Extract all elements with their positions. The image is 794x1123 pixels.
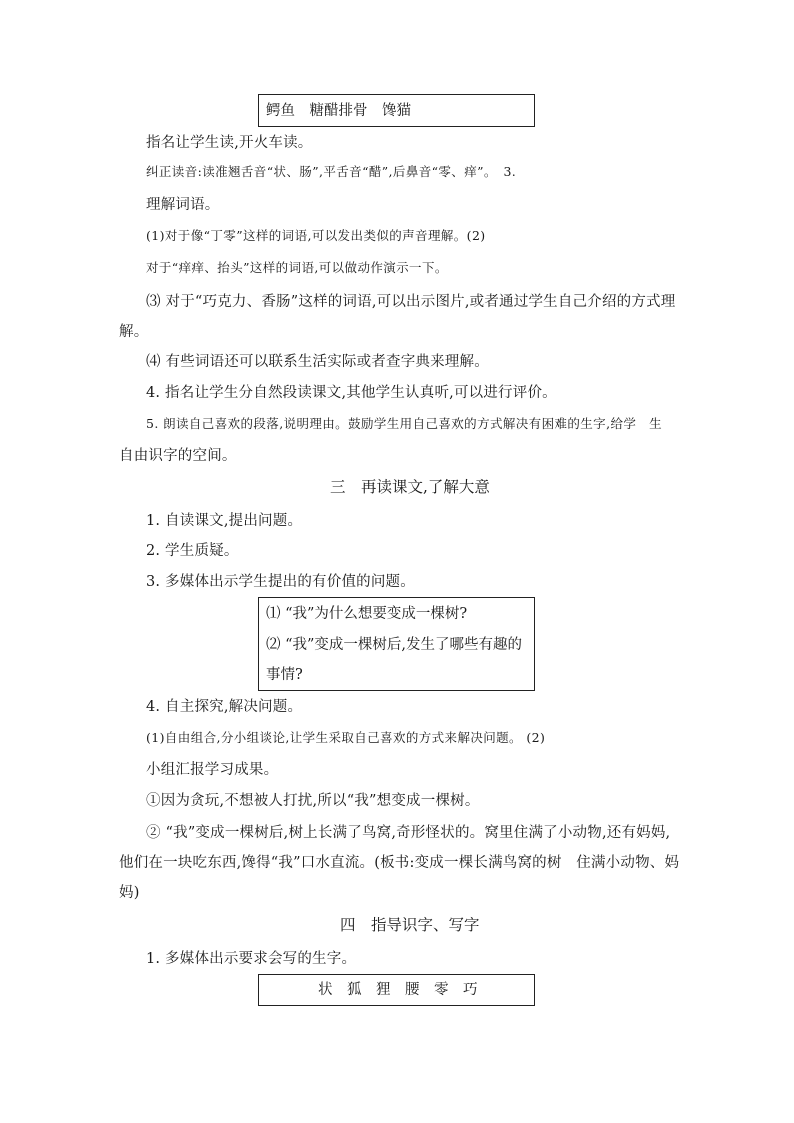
text-line: 指名让学生读,开火车读。: [146, 135, 313, 151]
text-line: 4. 指名让学生分自然段读课文,其他学生认真听,可以进行评价。: [146, 385, 557, 401]
section-heading: 三 再读课文,了解大意: [330, 478, 490, 496]
text-line: 妈): [119, 885, 140, 901]
text-line: 1. 多媒体出示要求会写的生字。: [146, 951, 357, 967]
text-line: ⑷ 有些词语还可以联系生活实际或者查字典来理解。: [146, 354, 489, 370]
text-line: 2. 学生质疑。: [146, 543, 239, 559]
question-2: ⑵ “我”变成一棵树后,发生了哪些有趣的: [266, 637, 523, 653]
text-line: 纠正读音:读准翘舌音“状、肠”,平舌音“醋”,后鼻音“零、痒”。 3.: [146, 164, 517, 179]
section-heading: 四 指导识字、写字: [340, 916, 480, 934]
text-line: 理解词语。: [146, 197, 220, 213]
text-line: 3. 多媒体出示学生提出的有价值的问题。: [146, 574, 415, 590]
text-line: 4. 自主探究,解决问题。: [146, 699, 303, 715]
text-line: 5. 朗读自己喜欢的段落,说明理由。鼓励学生用自己喜欢的方式解决有困难的生字,给学 生: [146, 416, 663, 431]
text-line: ①因为贪玩,不想被人打扰,所以“我”想变成一棵树。: [146, 793, 480, 809]
text-line: 他们在一块吃东西,馋得“我”口水直流。(板书:变成一棵长满鸟窝的树 住满小动物、妈: [119, 855, 680, 871]
text-line: (1)对于像“丁零”这样的词语,可以发出类似的声音理解。(2): [146, 228, 486, 243]
text-line: ② “我”变成一棵树后,树上长满了鸟窝,奇形怪状的。窝里住满了小动物,还有妈妈,: [146, 825, 671, 841]
text-line: 小组汇报学习成果。: [146, 762, 279, 778]
question-1: ⑴ “我”为什么想要变成一棵树?: [266, 606, 468, 622]
text-line: ⑶ 对于“巧克力、香肠”这样的词语,可以出示图片,或者通过学生自己介绍的方式理: [146, 294, 676, 310]
text-line: 解。: [119, 324, 149, 340]
text-line: 1. 自读课文,提出问题。: [146, 513, 303, 529]
text-line: 自由识字的空间。: [119, 448, 237, 464]
question-2-cont: 事情?: [266, 667, 303, 683]
text-line: 对于“痒痒、抬头”这样的词语,可以做动作演示一下。: [146, 260, 448, 275]
chars-box-text: 状 狐 狸 腰 零 巧: [318, 982, 478, 998]
word-box-text: 鳄鱼 糖醋排骨 馋猫: [266, 103, 411, 119]
text-line: (1)自由组合,分小组谈论,让学生采取自己喜欢的方式来解决问题。 (2): [146, 730, 546, 745]
